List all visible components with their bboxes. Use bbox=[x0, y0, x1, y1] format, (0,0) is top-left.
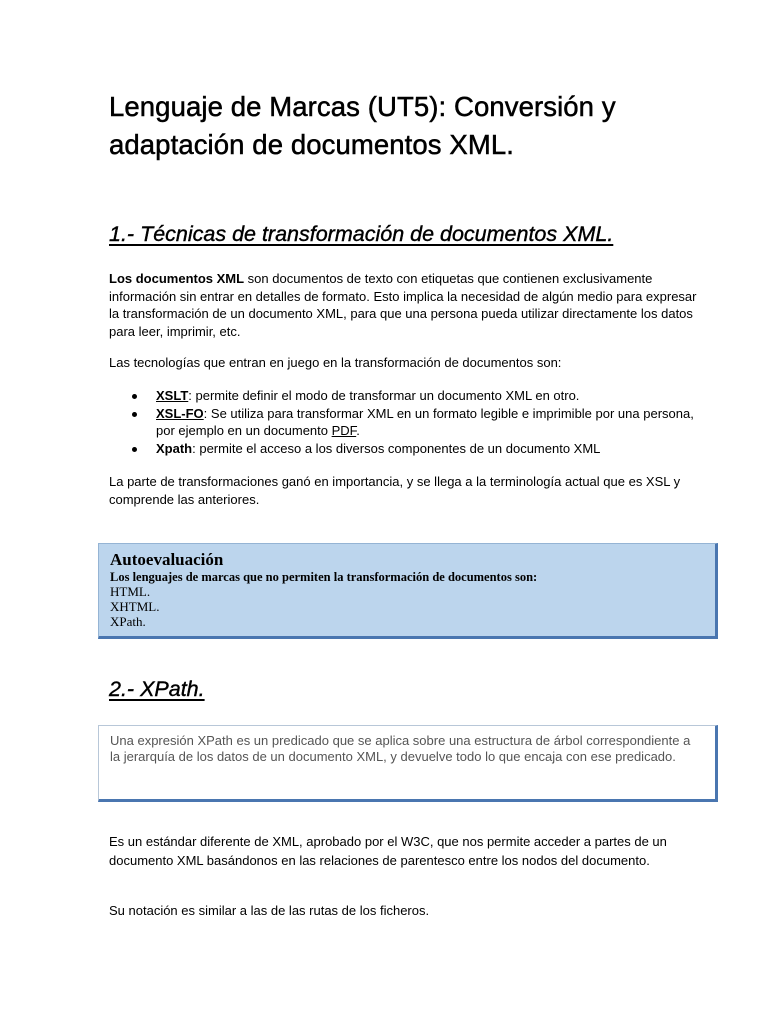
bullet-icon bbox=[132, 412, 137, 417]
term-xslt[interactable]: XSLT bbox=[156, 388, 189, 403]
xpath-definition-box bbox=[98, 725, 718, 802]
list-item-xsl-fo bbox=[109, 405, 709, 440]
term-xpath: Xpath bbox=[156, 440, 193, 456]
bullet-icon bbox=[132, 447, 137, 452]
xpath-definition: Una expresión XPath es un predicado que se aplica sobre una estructura de árbol correspondiente a la jerarquía de los datos de un documento XML, y devuelve todo lo que encaja con ese predicado. bbox=[110, 733, 691, 764]
self-assessment-title: Autoevaluación bbox=[110, 550, 224, 569]
document-title: Lenguaje de Marcas (UT5): Conversión y adaptación de documentos XML. bbox=[109, 91, 616, 160]
pdf-link[interactable]: PDF bbox=[331, 423, 357, 439]
xslt-description: : permite definir el modo de transformar un documento XML en otro. bbox=[188, 388, 580, 403]
technologies-list bbox=[109, 387, 709, 457]
self-assessment-options bbox=[110, 584, 159, 630]
intro-text: son documentos de texto con etiquetas que contienen exclusivamente información sin entrar en detalles de formato. Esto implica la necesidad de algún medio para expresar la transformación de un documento XML, para que una persona pueda utilizar directamente los datos para leer, imprimir, etc. bbox=[109, 271, 697, 339]
notation-paragraph: Su notación es similar a las de las rutas de los ficheros. bbox=[109, 903, 430, 918]
xsl-fo-description: : Se utiliza para transformar XML en un formato legible e imprimible por una persona, por ejemplo en un documento bbox=[156, 405, 694, 439]
section-1-heading: 1.- Técnicas de transformación de documentos XML. bbox=[109, 222, 614, 246]
xsl-fo-description-end: . bbox=[356, 423, 360, 439]
xpath-description: : permite el acceso a los diversos componentes de un documento XML bbox=[192, 440, 601, 456]
option-xpath[interactable]: XPath. bbox=[110, 614, 146, 630]
term-xsl-fo[interactable]: XSL-FO bbox=[156, 405, 204, 421]
technologies-intro: Las tecnologías que entran en juego en la transformación de documentos son: bbox=[109, 355, 562, 370]
self-assessment-box bbox=[98, 543, 718, 639]
self-assessment-question: Los lenguajes de marcas que no permiten la transformación de documentos son: bbox=[110, 570, 538, 584]
option-xhtml[interactable]: XHTML. bbox=[110, 599, 160, 615]
bullet-icon bbox=[132, 394, 137, 399]
list-item-xslt bbox=[109, 387, 709, 405]
standard-paragraph: Es un estándar diferente de XML, aprobado por el W3C, que nos permite acceder a partes de un documento XML basándonos en las relaciones de parentesco entre los nodos del documento. bbox=[109, 834, 667, 868]
intro-paragraph bbox=[109, 270, 709, 340]
intro-bold-lead: Los documentos XML bbox=[109, 271, 245, 286]
option-html[interactable]: HTML. bbox=[110, 584, 151, 599]
transformations-paragraph: La parte de transformaciones ganó en importancia, y se llega a la terminología actual que es XSL y comprende las anteriores. bbox=[109, 474, 681, 507]
list-item-xpath bbox=[109, 440, 709, 458]
section-2-heading: 2.- XPath. bbox=[109, 677, 205, 701]
